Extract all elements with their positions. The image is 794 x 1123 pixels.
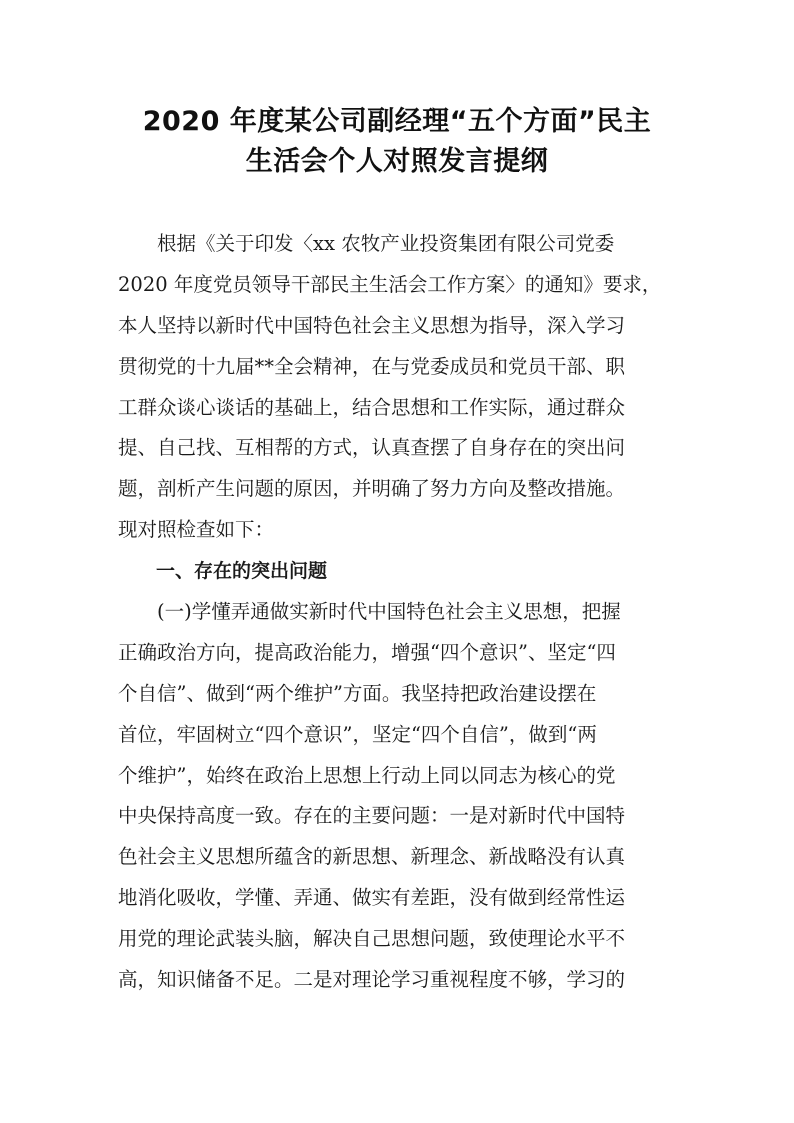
- body-line: 提、自己找、互相帮的方式，认真查摆了自身存在的突出问: [118, 436, 626, 460]
- body-line: 本人坚持以新时代中国特色社会主义思想为指导，深入学习: [118, 313, 626, 337]
- body-line: 个自信”、做到“两个维护”方面。我坚持把政治建设摆在: [118, 681, 597, 705]
- section-heading: 一、存在的突出问题: [118, 560, 328, 583]
- document-body: [118, 224, 678, 1001]
- body-line: 地消化吸收，学懂、弄通、做实有差距，没有做到经常性运: [118, 886, 626, 910]
- document-title-line-1: 2020 年度某公司副经理“五个方面”民主: [142, 106, 652, 137]
- body-line: 中央保持高度一致。存在的主要问题：一是对新时代中国特: [118, 804, 626, 828]
- body-line: 正确政治方向，提高政治能力，增强“四个意识”、坚定“四: [118, 640, 616, 664]
- body-line: 根据《关于印发〈xx 农牧产业投资集团有限公司党委: [118, 232, 615, 255]
- document-title-line-2: 生活会个人对照发言提纲: [245, 146, 549, 177]
- body-line: (一)学懂弄通做实新时代中国特色社会主义思想，把握: [118, 600, 621, 624]
- body-line: 首位，牢固树立“四个意识”，坚定“四个自信”，做到“两: [118, 722, 597, 746]
- body-line: 贯彻党的十九届**全会精神，在与党委成员和党员干部、职: [118, 354, 626, 378]
- body-line: 个维护”，始终在政治上思想上行动上同以同志为核心的党: [118, 763, 616, 787]
- body-line: 高，知识储备不足。二是对理论学习重视程度不够，学习的: [118, 968, 626, 992]
- body-line: 2020 年度党员领导干部民主生活会工作方案〉的通知》要求，: [118, 272, 662, 296]
- body-line: 工群众谈心谈话的基础上，结合思想和工作实际，通过群众: [118, 395, 626, 419]
- body-line: 题，剖析产生问题的原因，并明确了努力方向及整改措施。: [118, 477, 626, 501]
- body-line: 用党的理论武装头脑，解决自己思想问题，致使理论水平不: [118, 927, 626, 951]
- body-line: 色社会主义思想所蕴含的新思想、新理念、新战略没有认真: [118, 845, 626, 869]
- body-line: 现对照检查如下：: [118, 518, 275, 542]
